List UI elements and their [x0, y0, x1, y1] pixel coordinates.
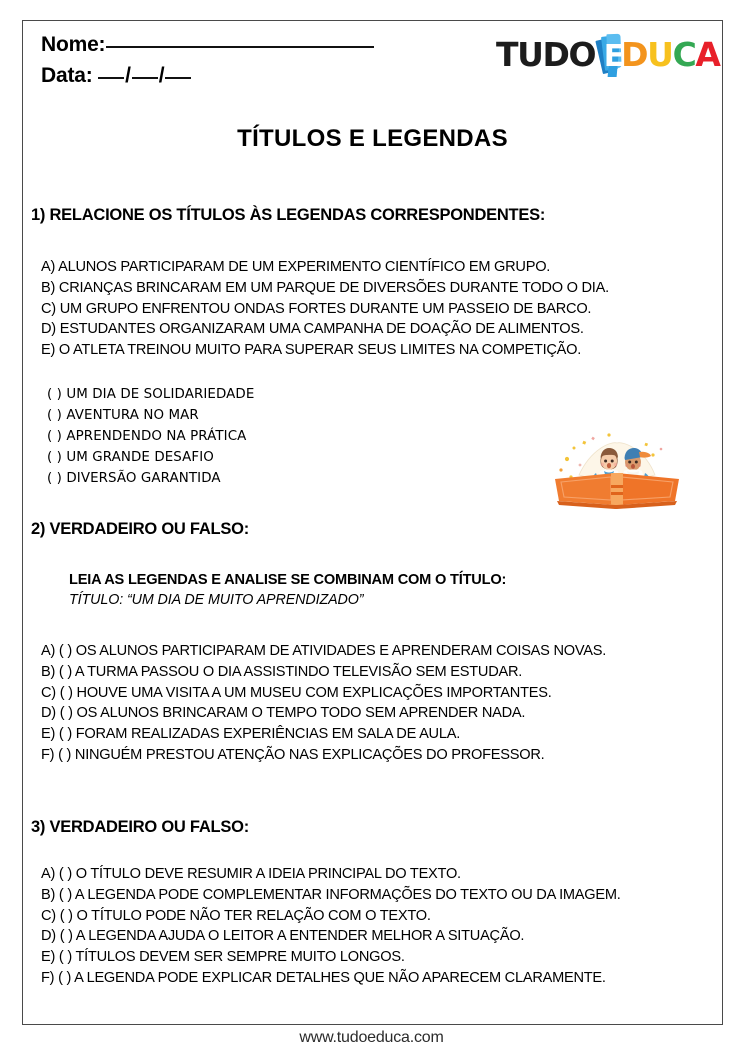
date-day-slot[interactable] [98, 77, 124, 79]
list-item[interactable]: F) ( ) NINGUÉM PRESTOU ATENÇÃO NAS EXPLICAÇÕES DO PROFESSOR. [41, 746, 545, 763]
list-item[interactable]: A) ( ) O TÍTULO DEVE RESUMIR A IDEIA PRINCIPAL DO TEXTO. [41, 866, 461, 882]
list-item[interactable]: C) ( ) O TÍTULO PODE NÃO TER RELAÇÃO COM O TEXTO. [41, 907, 431, 924]
list-item[interactable]: C) ( ) HOUVE UMA VISITA A UM MUSEU COM EXPLICAÇÕES IMPORTANTES. [41, 684, 552, 701]
logo-letter-e: E [603, 39, 625, 74]
logo-letter-c: C [672, 35, 696, 74]
logo-letter-u: U [647, 35, 673, 74]
date-field-row [41, 64, 191, 88]
question-3-item-list [41, 864, 621, 989]
list-item: C) UM GRUPO ENFRENTOU ONDAS FORTES DURANTE UM PASSEIO DE BARCO. [41, 300, 592, 317]
book-spine [611, 473, 623, 506]
list-item[interactable]: ( ) APRENDENDO NA PRÁTICA [47, 429, 247, 444]
illustration-svg [549, 413, 685, 511]
list-item[interactable]: ( ) UM GRANDE DESAFIO [47, 450, 214, 465]
list-item: E) O ATLETA TREINOU MUITO PARA SUPERAR SEUS LIMITES NA COMPETIÇÃO. [41, 342, 582, 359]
list-item[interactable]: E) ( ) FORAM REALIZADAS EXPERIÊNCIAS EM SALA DE AULA. [41, 726, 460, 743]
date-separator-2: / [158, 64, 165, 87]
children-reading-book-illustration [549, 413, 685, 511]
page-title: TÍTULOS E LEGENDAS [237, 125, 508, 152]
question-2-title-line: TÍTULO: “UM DIA DE MUITO APRENDIZADO” [69, 592, 364, 608]
list-item: B) CRIANÇAS BRINCARAM EM UM PARQUE DE DIVERSÕES DURANTE TODO O DIA. [41, 279, 609, 296]
question-1-statement-list [41, 257, 609, 361]
tudoeduca-logo [496, 33, 720, 79]
date-label: Data: [41, 64, 93, 87]
logo-text-tudo: TUDO [496, 35, 596, 74]
worksheet-page [22, 20, 723, 1025]
logo-letter-a: A [695, 35, 720, 74]
list-item[interactable]: ( ) DIVERSÃO GARANTIDA [47, 471, 221, 486]
worksheet-header [23, 21, 722, 99]
open-book-icon [597, 33, 627, 79]
list-item[interactable]: D) ( ) A LEGENDA AJUDA O LEITOR A ENTENDER MELHOR A SITUAÇÃO. [41, 928, 525, 945]
question-1-answer-option-list [47, 384, 254, 489]
list-item[interactable]: ( ) UM DIA DE SOLIDARIEDADE [47, 387, 255, 402]
question-2-instruction: LEIA AS LEGENDAS E ANALISE SE COMBINAM COM O TÍTULO: [69, 572, 507, 588]
date-month-slot[interactable] [132, 77, 158, 79]
date-separator-1: / [125, 64, 131, 87]
question-2-item-list [41, 641, 606, 766]
name-field-row [41, 33, 374, 57]
list-item: D) ESTUDANTES ORGANIZARAM UMA CAMPANHA DE DOAÇÃO DE ALIMENTOS. [41, 321, 584, 338]
name-write-line[interactable] [106, 46, 374, 48]
list-item[interactable]: B) ( ) A LEGENDA PODE COMPLEMENTAR INFORMAÇÕES DO TEXTO OU DA IMAGEM. [41, 886, 621, 903]
list-item[interactable]: E) ( ) TÍTULOS DEVEM SER SEMPRE MUITO LONGOS. [41, 949, 405, 966]
list-item[interactable]: ( ) AVENTURA NO MAR [47, 408, 199, 423]
list-item[interactable]: D) ( ) OS ALUNOS BRINCARAM O TEMPO TODO SEM APRENDER NADA. [41, 705, 526, 722]
date-year-slot[interactable] [165, 77, 191, 79]
list-item: A) ALUNOS PARTICIPARAM DE UM EXPERIMENTO CIENTÍFICO EM GRUPO. [41, 259, 551, 275]
list-item[interactable]: F) ( ) A LEGENDA PODE EXPLICAR DETALHES QUE NÃO APARECEM CLARAMENTE. [41, 969, 606, 986]
question-3-heading: 3) VERDADEIRO OU FALSO: [31, 818, 249, 836]
logo-letter-d: D [621, 35, 648, 74]
site-url-footer: www.tudoeduca.com [299, 1029, 444, 1046]
list-item[interactable]: A) ( ) OS ALUNOS PARTICIPARAM DE ATIVIDADES E APRENDERAM COISAS NOVAS. [41, 643, 607, 659]
question-1-heading: 1) RELACIONE OS TÍTULOS ÀS LEGENDAS CORRESPONDENTES: [31, 206, 546, 224]
name-label: Nome: [41, 33, 106, 56]
list-item[interactable]: B) ( ) A TURMA PASSOU O DIA ASSISTINDO TELEVISÃO SEM ESTUDAR. [41, 663, 523, 680]
question-2-heading: 2) VERDADEIRO OU FALSO: [31, 520, 249, 538]
